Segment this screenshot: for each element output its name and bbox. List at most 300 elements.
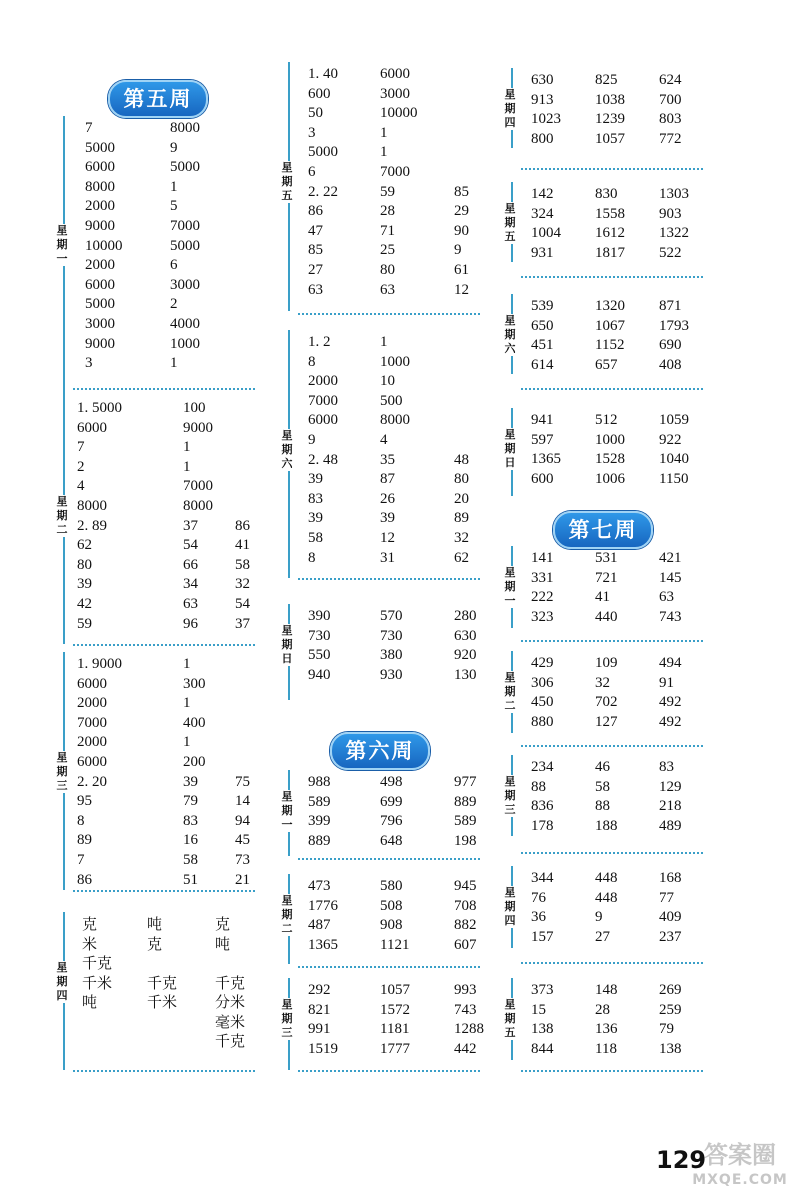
answer-cell: 699	[380, 793, 403, 810]
answer-cell: 945	[454, 878, 477, 894]
answer-cell: 721	[595, 569, 618, 586]
answer-cell: 198	[454, 832, 477, 849]
answer-cell: 50	[308, 105, 323, 122]
answer-cell: 100	[183, 400, 206, 416]
answer-cell: 522	[659, 244, 682, 261]
answer-cell: 168	[659, 870, 682, 886]
weekday-label: 星 期 二	[504, 671, 516, 713]
answer-cell: 977	[454, 774, 477, 790]
answer-cell: 931	[531, 244, 554, 261]
weekday-label: 星 期 三	[504, 775, 516, 817]
answer-cell: 880	[531, 713, 554, 730]
answer-cell: 91	[659, 674, 674, 691]
answer-cell: 千克	[215, 1032, 246, 1050]
answer-cell: 1006	[595, 470, 625, 487]
watermark-logo	[690, 1140, 790, 1196]
answer-cell: 6000	[77, 675, 107, 692]
answer-cell: 1817	[595, 244, 625, 261]
answer-cell: 9	[595, 909, 603, 926]
answer-cell: 90	[454, 222, 469, 239]
answer-cell: 2000	[85, 198, 115, 215]
dotted-separator	[521, 640, 703, 642]
dotted-separator	[73, 388, 255, 390]
answer-cell: 58	[183, 852, 198, 868]
answer-cell: 1320	[595, 298, 625, 314]
answer-cell: 4000	[170, 316, 200, 332]
answer-cell: 39	[308, 510, 323, 527]
answer-cell: 25	[380, 242, 395, 259]
weekday-label: 星 期 六	[504, 314, 516, 356]
answer-cell: 62	[77, 537, 92, 554]
answer-cell: 15	[531, 1001, 546, 1018]
answer-cell: 千克	[82, 954, 113, 972]
answer-cell: 27	[308, 262, 323, 278]
answer-cell: 702	[595, 694, 618, 711]
answer-cell: 1	[170, 355, 178, 372]
answer-cell: 903	[659, 205, 682, 222]
answer-cell: 83	[659, 759, 674, 775]
answer-cell: 58	[595, 778, 610, 795]
answer-cell: 79	[183, 793, 198, 810]
answer-cell: 589	[308, 793, 331, 810]
answer-cell: 1067	[595, 317, 625, 334]
answer-cell: 9	[170, 139, 178, 156]
answer-cell: 473	[308, 878, 331, 894]
answer-cell: 6000	[77, 419, 107, 436]
answer-cell: 29	[454, 203, 469, 220]
answer-cell: 89	[77, 832, 92, 849]
answer-cell: 657	[595, 356, 618, 373]
answer-cell: 77	[659, 889, 674, 906]
answer-cell: 28	[380, 203, 395, 220]
answer-cell: 508	[380, 897, 403, 914]
answer-cell: 570	[380, 608, 403, 624]
dotted-separator	[521, 852, 703, 854]
answer-cell: 8	[77, 812, 85, 829]
answer-cell: 1181	[380, 1021, 410, 1038]
answer-cell: 千克	[147, 973, 178, 992]
answer-cell: 1000	[380, 353, 410, 370]
answer-cell: 6000	[77, 754, 107, 770]
answer-cell: 35	[380, 451, 395, 468]
weekday-label: 星 期 一	[504, 566, 516, 608]
answer-cell: 39	[77, 576, 92, 593]
answer-cell: 6	[308, 164, 316, 180]
answer-cell: 1057	[595, 130, 625, 147]
answer-cell: 14	[235, 793, 250, 810]
answer-cell: 75	[235, 773, 250, 790]
dotted-separator	[298, 858, 480, 860]
answer-cell: 1. 40	[308, 66, 338, 82]
answer-cell: 2. 89	[77, 517, 107, 534]
answer-cell: 34	[183, 576, 198, 593]
answer-cell: 7000	[183, 478, 213, 495]
answer-cell: 1. 9000	[77, 656, 122, 672]
answer-cell: 844	[531, 1040, 554, 1057]
weekday-label: 星 期 四	[56, 961, 68, 1003]
answer-cell: 141	[531, 550, 554, 566]
answer-cell: 1288	[454, 1021, 484, 1038]
weekday-label: 星 期 四	[504, 88, 516, 130]
answer-cell: 324	[531, 205, 554, 222]
answer-cell: 1004	[531, 225, 561, 242]
answer-cell: 908	[380, 917, 403, 934]
answer-cell: 39	[308, 471, 323, 488]
answer-cell: 8000	[380, 412, 410, 429]
answer-cell: 597	[531, 431, 554, 448]
dotted-separator	[73, 644, 255, 646]
answer-cell: 8000	[183, 498, 213, 514]
answer-cell: 941	[531, 412, 554, 428]
answer-cell: 708	[454, 897, 477, 914]
answer-cell: 138	[659, 1040, 682, 1057]
answer-cell: 千米	[147, 993, 178, 1011]
answer-cell: 399	[308, 813, 331, 830]
answer-cell: 47	[308, 222, 323, 239]
answer-cell: 489	[659, 817, 682, 834]
answer-cell: 20	[454, 490, 469, 507]
answer-cell: 3000	[380, 85, 410, 102]
answer-cell: 600	[308, 85, 331, 102]
answer-cell: 448	[595, 870, 618, 886]
answer-cell: 41	[235, 537, 250, 554]
answer-cell: 39	[183, 773, 198, 790]
weekday-label: 星 期 三	[281, 998, 293, 1040]
answer-cell: 1000	[170, 335, 200, 352]
weekday-label: 星 期 二	[281, 894, 293, 936]
answer-cell: 6000	[85, 276, 115, 293]
answer-cell: 59	[380, 183, 395, 200]
answer-cell: 800	[531, 130, 554, 147]
answer-cell: 10000	[380, 105, 418, 122]
answer-cell: 830	[595, 186, 618, 202]
answer-cell: 41	[595, 589, 610, 606]
answer-cell: 42	[77, 596, 92, 612]
answer-cell: 32	[235, 576, 250, 593]
answer-cell: 492	[659, 713, 682, 730]
answer-cell: 448	[595, 889, 618, 906]
week-6-banner: 第六周	[330, 732, 430, 770]
weekday-label: 星 期 三	[56, 750, 68, 792]
answer-cell: 27	[595, 928, 610, 945]
answer-cell: 6000	[85, 159, 115, 176]
answer-cell: 109	[595, 655, 618, 671]
answer-cell: 12	[380, 530, 395, 546]
answer-cell: 589	[454, 813, 477, 830]
dotted-separator	[521, 745, 703, 747]
answer-cell: 630	[454, 627, 477, 644]
answer-cell: 6000	[380, 66, 410, 82]
answer-cell: 2000	[77, 695, 107, 712]
answer-cell: 5000	[85, 296, 115, 313]
answer-cell: 442	[454, 1040, 477, 1057]
answer-cell: 1	[183, 439, 191, 456]
answer-cell: 1612	[595, 225, 625, 242]
answer-cell: 95	[77, 793, 92, 810]
answer-cell: 7000	[308, 392, 338, 409]
answer-cell: 1	[170, 178, 178, 195]
answer-cell: 1365	[531, 451, 561, 468]
answer-cell: 127	[595, 713, 618, 730]
answer-cell: 88	[531, 778, 546, 795]
answer-cell: 922	[659, 431, 682, 448]
answer-cell: 54	[183, 537, 198, 554]
answer-cell: 409	[659, 909, 682, 926]
week-5-banner: 第五周	[108, 80, 208, 118]
answer-cell: 730	[308, 627, 331, 644]
answer-cell: 千克	[215, 973, 246, 992]
answer-cell: 451	[531, 337, 554, 354]
answer-cell: 克	[215, 915, 231, 933]
answer-cell: 63	[380, 281, 395, 298]
answer-cell: 7000	[170, 218, 200, 234]
answer-cell: 85	[308, 242, 323, 259]
answer-cell: 58	[235, 556, 250, 573]
answer-cell: 3	[308, 124, 316, 141]
answer-cell: 吨	[215, 934, 231, 953]
dotted-separator	[298, 966, 480, 968]
answer-cell: 836	[531, 798, 554, 815]
answer-cell: 克	[147, 934, 163, 953]
answer-cell: 3000	[85, 316, 115, 332]
answer-cell: 889	[308, 832, 331, 849]
answer-cell: 1059	[659, 412, 689, 428]
answer-cell: 85	[454, 183, 469, 200]
answer-cell: 1	[183, 458, 191, 475]
answer-cell: 1038	[595, 91, 625, 108]
answer-cell: 36	[531, 909, 546, 926]
answer-cell: 825	[595, 72, 618, 88]
answer-cell: 200	[183, 754, 206, 770]
answer-cell: 630	[531, 72, 554, 88]
answer-cell: 89	[454, 510, 469, 527]
dotted-separator	[298, 578, 480, 580]
answer-cell: 7	[85, 120, 93, 136]
answer-cell: 648	[380, 832, 403, 849]
answer-cell: 37	[235, 615, 250, 632]
answer-cell: 7000	[380, 164, 410, 180]
weekday-label: 星 期 五	[281, 160, 293, 202]
answer-cell: 930	[380, 666, 403, 683]
dotted-separator	[298, 313, 480, 315]
answer-cell: 913	[531, 91, 554, 108]
answer-cell: 2	[77, 458, 85, 475]
answer-cell: 80	[77, 556, 92, 573]
answer-cell: 292	[308, 982, 331, 998]
answer-cell: 344	[531, 870, 554, 886]
dotted-separator	[521, 962, 703, 964]
answer-cell: 1057	[380, 982, 410, 998]
answer-cell: 331	[531, 569, 554, 586]
answer-cell: 10000	[85, 237, 123, 254]
answer-cell: 5000	[170, 237, 200, 254]
answer-cell: 450	[531, 694, 554, 711]
answer-cell: 1558	[595, 205, 625, 222]
answer-cell: 1	[183, 656, 191, 672]
answer-cell: 66	[183, 556, 198, 573]
answer-cell: 9	[308, 432, 316, 448]
answer-cell: 3000	[170, 276, 200, 293]
answer-cell: 8000	[170, 120, 200, 136]
answer-cell: 毫米	[215, 1012, 246, 1031]
dotted-separator	[521, 1070, 703, 1072]
answer-cell: 2	[170, 296, 178, 313]
answer-cell: 1152	[595, 337, 625, 354]
answer-cell: 8000	[77, 498, 107, 514]
answer-cell: 269	[659, 982, 682, 998]
answer-cell: 871	[659, 298, 682, 314]
answer-cell: 580	[380, 878, 403, 894]
answer-cell: 889	[454, 793, 477, 810]
answer-cell: 6	[170, 257, 178, 274]
answer-cell: 12	[454, 281, 469, 298]
answer-cell: 克	[82, 915, 98, 933]
answer-cell: 1	[380, 124, 388, 141]
answer-cell: 7	[77, 439, 85, 456]
answer-cell: 2000	[308, 373, 338, 390]
answer-cell: 429	[531, 655, 554, 671]
dotted-separator	[521, 388, 703, 390]
answer-cell: 234	[531, 759, 554, 775]
answer-cell: 6000	[308, 412, 338, 429]
answer-cell: 743	[659, 608, 682, 625]
answer-cell: 1	[183, 734, 191, 751]
answer-cell: 76	[531, 889, 546, 906]
answer-cell: 59	[77, 615, 92, 632]
answer-cell: 1519	[308, 1040, 338, 1057]
answer-cell: 821	[308, 1001, 331, 1018]
answer-cell: 2. 20	[77, 773, 107, 790]
dotted-separator	[73, 890, 255, 892]
answer-cell: 390	[308, 608, 331, 624]
answer-cell: 988	[308, 774, 331, 790]
answer-cell: 380	[380, 647, 403, 664]
answer-cell: 323	[531, 608, 554, 625]
answer-cell: 650	[531, 317, 554, 334]
answer-cell: 32	[595, 674, 610, 691]
week-7-banner: 第七周	[553, 511, 653, 549]
answer-cell: 1528	[595, 451, 625, 468]
answer-cell: 8	[308, 353, 316, 370]
answer-cell: 5	[170, 198, 178, 215]
answer-cell: 米	[82, 934, 98, 953]
answer-cell: 31	[380, 549, 395, 566]
answer-cell: 3	[85, 355, 93, 372]
answer-cell: 2000	[85, 257, 115, 274]
watermark-url: MXQE.COM	[692, 1172, 788, 1188]
answer-cell: 83	[183, 812, 198, 829]
answer-cell: 61	[454, 262, 469, 278]
answer-cell: 8	[308, 549, 316, 566]
answer-cell: 87	[380, 471, 395, 488]
answer-cell: 138	[531, 1021, 554, 1038]
answer-cell: 300	[183, 675, 206, 692]
answer-cell: 86	[235, 517, 250, 534]
answer-cell: 145	[659, 569, 682, 586]
answer-cell: 48	[454, 451, 469, 468]
answer-cell: 吨	[82, 993, 98, 1011]
answer-cell: 492	[659, 694, 682, 711]
answer-cell: 80	[380, 262, 395, 278]
answer-cell: 157	[531, 928, 554, 945]
answer-cell: 730	[380, 627, 403, 644]
weekday-label: 星 期 一	[56, 224, 68, 266]
answer-cell: 94	[235, 812, 250, 829]
answer-cell: 772	[659, 130, 682, 147]
answer-cell: 83	[308, 490, 323, 507]
answer-cell: 2. 48	[308, 451, 338, 468]
answer-cell: 440	[595, 608, 618, 625]
answer-cell: 498	[380, 774, 403, 790]
answer-cell: 118	[595, 1040, 617, 1057]
answer-cell: 743	[454, 1001, 477, 1018]
answer-cell: 1572	[380, 1001, 410, 1018]
answer-cell: 237	[659, 928, 682, 945]
answer-cell: 吨	[147, 915, 163, 933]
answer-cell: 142	[531, 186, 554, 202]
answer-cell: 千米	[82, 973, 113, 992]
answer-cell: 37	[183, 517, 198, 534]
answer-cell: 188	[595, 817, 618, 834]
weekday-label: 星 期 六	[281, 428, 293, 470]
weekday-label: 星 期 一	[281, 790, 293, 832]
answer-cell: 9000	[183, 419, 213, 436]
answer-cell: 54	[235, 596, 250, 612]
answer-cell: 28	[595, 1001, 610, 1018]
answer-cell: 531	[595, 550, 618, 566]
answer-cell: 9000	[85, 218, 115, 234]
answer-cell: 分米	[215, 993, 246, 1011]
answer-cell: 940	[308, 666, 331, 683]
answer-cell: 129	[659, 778, 682, 795]
answer-cell: 62	[454, 549, 469, 566]
answer-cell: 63	[659, 589, 674, 606]
answer-cell: 1365	[308, 936, 338, 953]
answer-cell: 45	[235, 832, 250, 849]
answer-cell: 16	[183, 832, 198, 849]
dotted-separator	[521, 168, 703, 170]
answer-cell: 46	[595, 759, 610, 775]
answer-cell: 79	[659, 1021, 674, 1038]
page-number: 129	[656, 1146, 707, 1174]
answer-cell: 86	[77, 871, 92, 888]
answer-cell: 80	[454, 471, 469, 488]
answer-cell: 178	[531, 817, 554, 834]
answer-cell: 2. 22	[308, 183, 338, 200]
answer-cell: 500	[380, 392, 403, 409]
answer-cell: 1121	[380, 936, 410, 953]
answer-cell: 882	[454, 917, 477, 934]
weekday-label: 星 期 日	[504, 428, 516, 470]
answer-cell: 10	[380, 373, 395, 390]
answer-cell: 1150	[659, 470, 689, 487]
answer-cell: 1793	[659, 317, 689, 334]
answer-cell: 1. 2	[308, 334, 331, 350]
answer-cell: 539	[531, 298, 554, 314]
answer-cell: 1776	[308, 897, 338, 914]
answer-cell: 1777	[380, 1040, 410, 1057]
answer-cell: 9	[454, 242, 462, 259]
answer-cell: 993	[454, 982, 477, 998]
answer-cell: 796	[380, 813, 403, 830]
answer-cell: 21	[235, 871, 250, 888]
answer-cell: 512	[595, 412, 618, 428]
answer-cell: 487	[308, 917, 331, 934]
answer-cell: 306	[531, 674, 554, 691]
answer-cell: 1	[380, 144, 388, 161]
answer-cell: 400	[183, 714, 206, 731]
answer-cell: 624	[659, 72, 682, 88]
